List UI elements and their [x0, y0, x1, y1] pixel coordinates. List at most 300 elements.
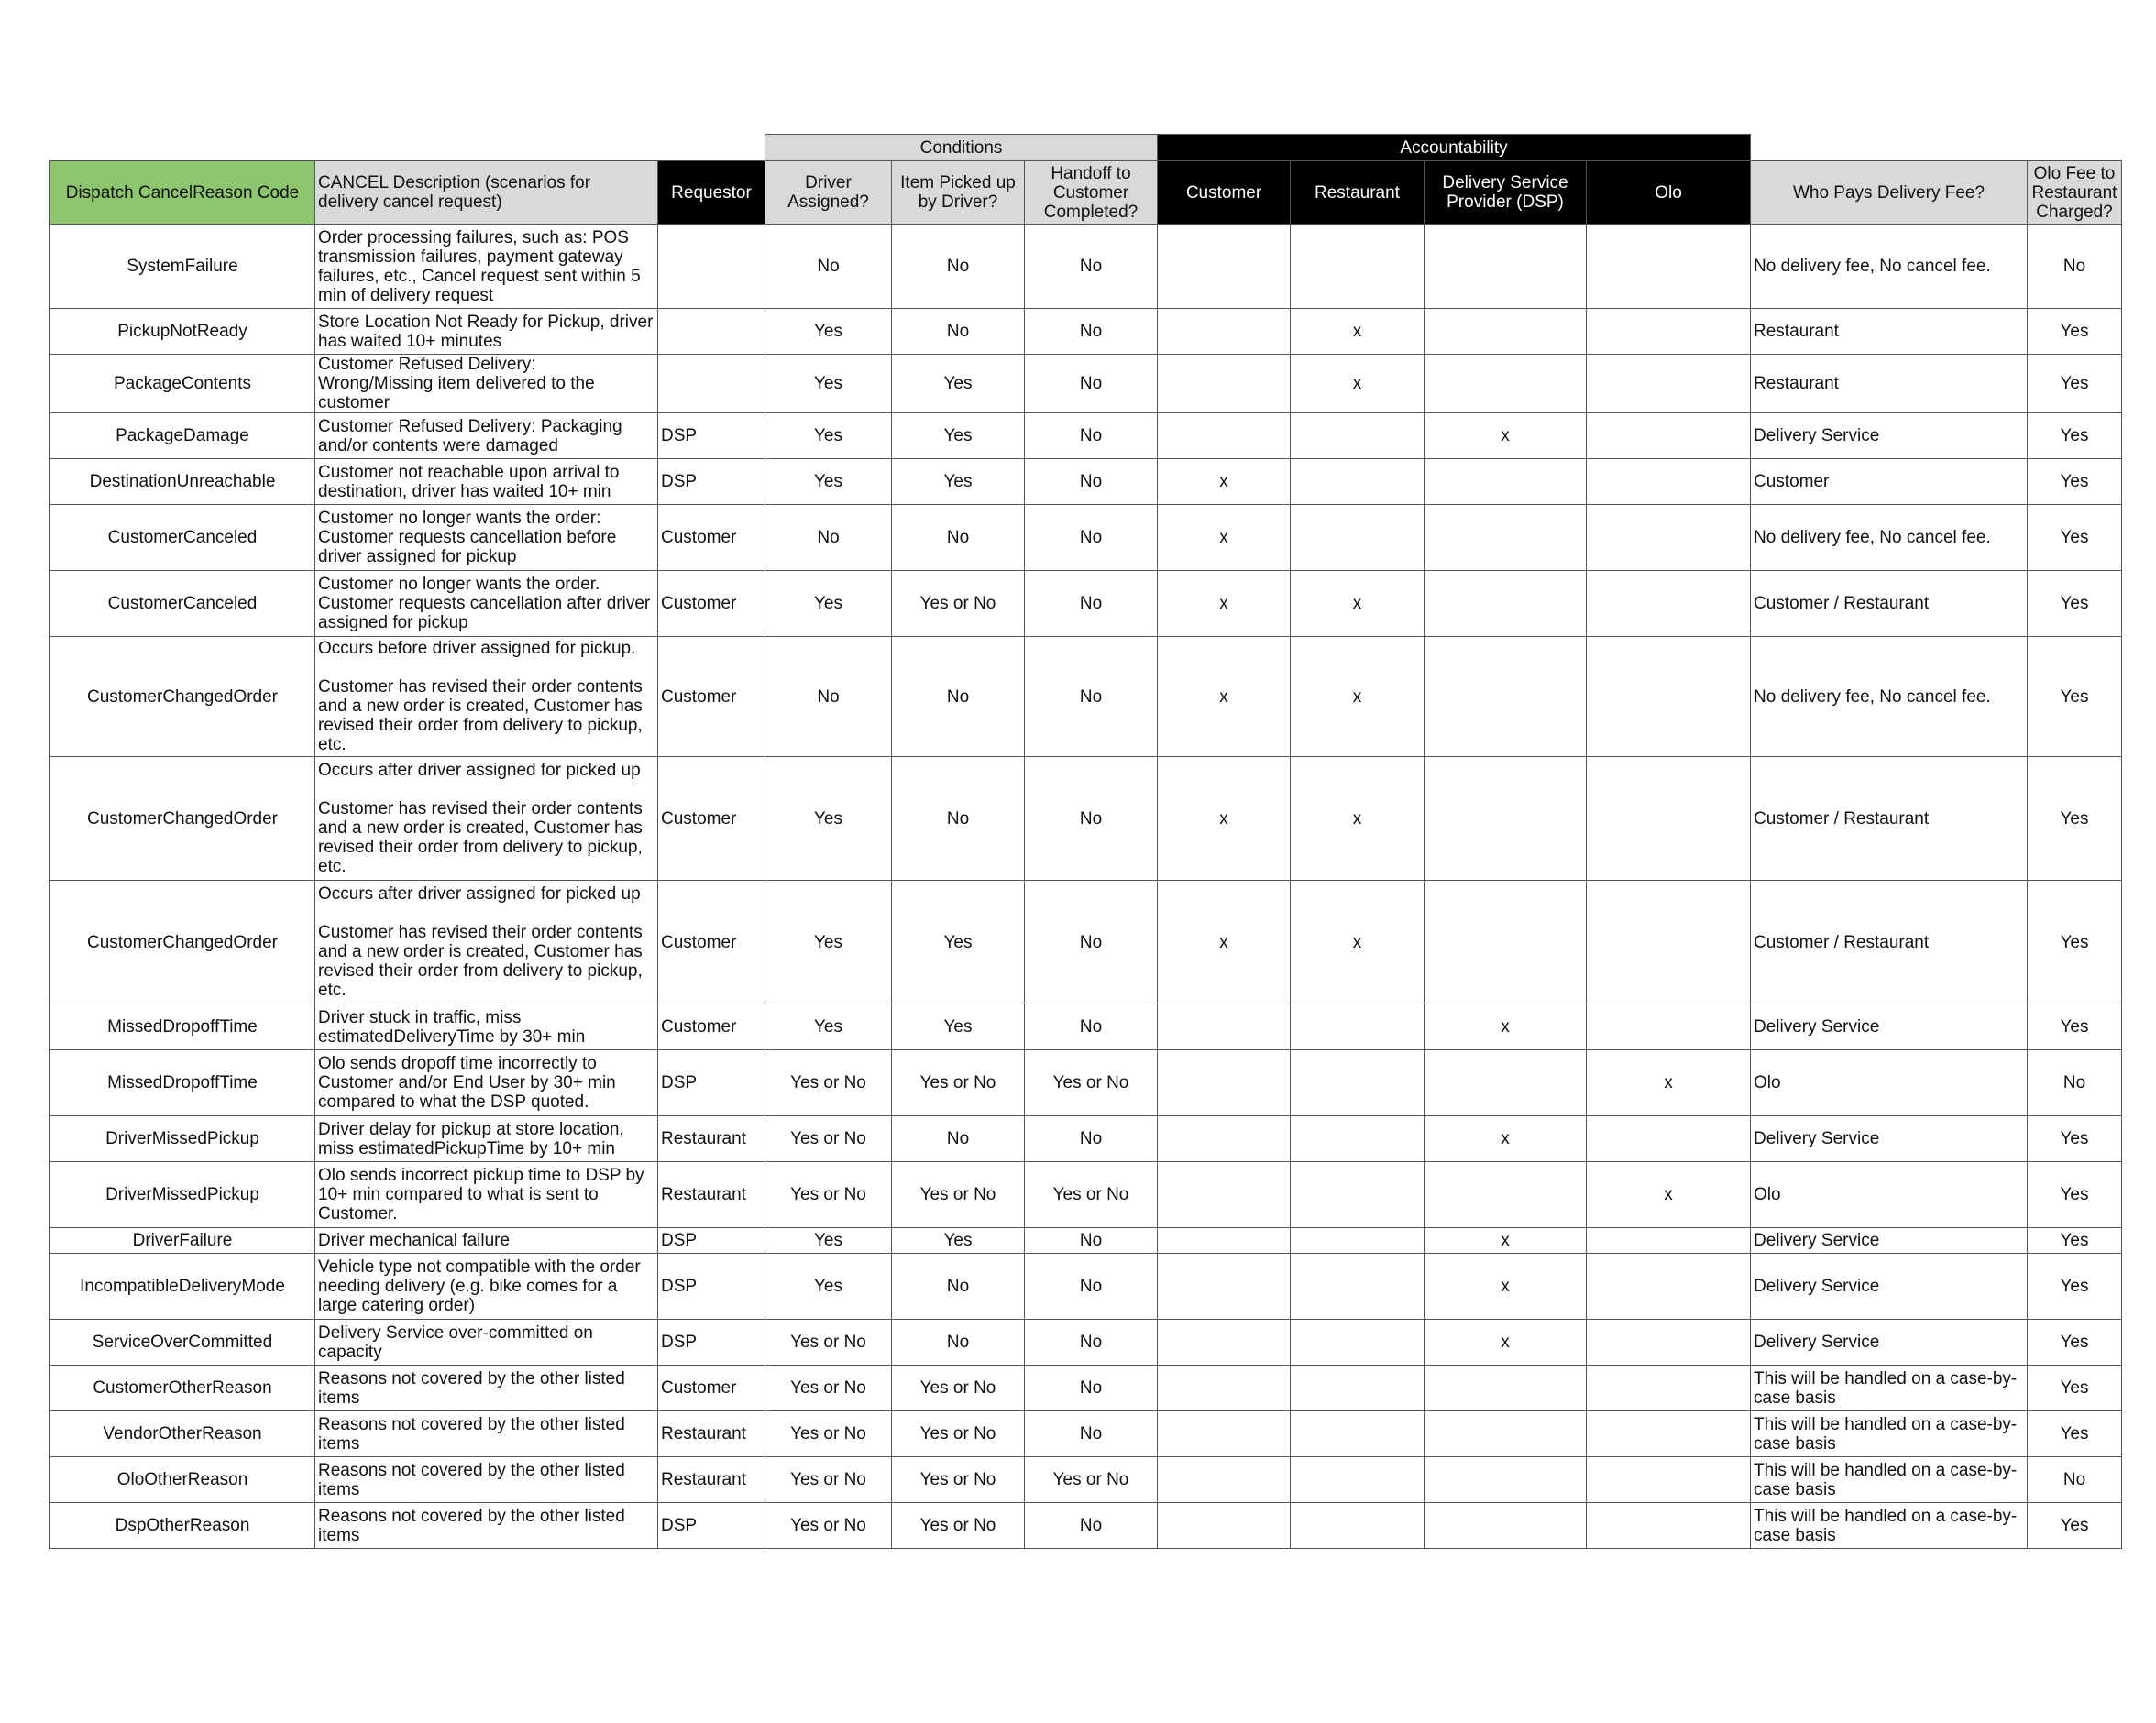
cell-item-picked-up: Yes or No	[892, 571, 1025, 637]
description-paragraph: Customer Refused Delivery: Wrong/Missing item delivered to the customer	[318, 355, 595, 412]
cell-driver-assigned: Yes	[765, 571, 892, 637]
cell-who-pays: No delivery fee, No cancel fee.	[1751, 637, 2028, 757]
cell-accountable-customer: x	[1158, 637, 1291, 757]
table-row	[50, 1254, 2122, 1320]
cell-description	[315, 1116, 658, 1162]
cell-handoff: No	[1025, 1228, 1158, 1254]
cell-accountable-dsp	[1424, 1366, 1587, 1411]
description-paragraph: Store Location Not Ready for Pickup, driver has waited 10+ minutes	[318, 312, 654, 351]
description-paragraph: Delivery Service over-committed on capacity	[318, 1322, 593, 1362]
description-paragraph: Customer has revised their order contents and a new order is created, Customer has revised their order from delivery to pickup, etc.	[318, 923, 643, 1000]
cell-accountable-dsp	[1424, 1411, 1587, 1457]
cell-accountable-restaurant	[1291, 1004, 1424, 1050]
cell-accountable-restaurant	[1291, 505, 1424, 571]
cell-accountable-customer: x	[1158, 505, 1291, 571]
cell-handoff: Yes or No	[1025, 1050, 1158, 1116]
cell-accountable-dsp: x	[1424, 413, 1587, 459]
cell-handoff: No	[1025, 459, 1158, 505]
cell-description	[315, 309, 658, 355]
description-paragraph: Reasons not covered by the other listed items	[318, 1506, 625, 1545]
table-row	[50, 1457, 2122, 1503]
cell-olo-fee: No	[2028, 1457, 2122, 1503]
cell-code: OloOtherReason	[50, 1457, 315, 1503]
cell-handoff: No	[1025, 1366, 1158, 1411]
cell-who-pays: Delivery Service	[1751, 413, 2028, 459]
cell-description	[315, 637, 658, 757]
cell-driver-assigned: No	[765, 225, 892, 309]
table-row	[50, 1116, 2122, 1162]
cell-driver-assigned: Yes	[765, 881, 892, 1004]
description-paragraph: Reasons not covered by the other listed items	[318, 1368, 625, 1408]
cell-olo-fee: Yes	[2028, 1320, 2122, 1366]
col-header-item-picked-up: Item Picked up by Driver?	[892, 161, 1025, 225]
cell-olo-fee: Yes	[2028, 637, 2122, 757]
conditions-group-header: Conditions	[765, 135, 1158, 161]
col-header-requestor: Requestor	[658, 161, 765, 225]
cell-handoff: No	[1025, 309, 1158, 355]
cell-accountable-restaurant	[1291, 1116, 1424, 1162]
cell-requestor: DSP	[658, 1050, 765, 1116]
cell-who-pays: No delivery fee, No cancel fee.	[1751, 225, 2028, 309]
description-paragraph: Occurs before driver assigned for pickup.	[318, 639, 636, 658]
cell-handoff: No	[1025, 571, 1158, 637]
cell-handoff: No	[1025, 355, 1158, 413]
table-row	[50, 459, 2122, 505]
cell-code: DriverMissedPickup	[50, 1162, 315, 1228]
description-paragraph: Driver delay for pickup at store location, miss estimatedPickupTime by 10+ min	[318, 1119, 624, 1158]
table-row	[50, 637, 2122, 757]
cell-accountable-olo	[1587, 571, 1751, 637]
cell-description	[315, 1320, 658, 1366]
cell-description	[315, 1004, 658, 1050]
cell-description	[315, 1411, 658, 1457]
cell-accountable-olo	[1587, 1320, 1751, 1366]
table-row	[50, 1411, 2122, 1457]
cell-handoff: No	[1025, 881, 1158, 1004]
cell-who-pays: No delivery fee, No cancel fee.	[1751, 505, 2028, 571]
cell-item-picked-up: Yes or No	[892, 1162, 1025, 1228]
column-header-row	[50, 161, 2122, 225]
cell-who-pays: Delivery Service	[1751, 1228, 2028, 1254]
cell-requestor: DSP	[658, 413, 765, 459]
col-header-who-pays: Who Pays Delivery Fee?	[1751, 161, 2028, 225]
cell-handoff: No	[1025, 505, 1158, 571]
cell-accountable-olo	[1587, 1004, 1751, 1050]
cell-accountable-customer	[1158, 1116, 1291, 1162]
cell-accountable-customer: x	[1158, 571, 1291, 637]
cell-description	[315, 1228, 658, 1254]
cell-accountable-dsp	[1424, 1050, 1587, 1116]
cell-accountable-customer	[1158, 1228, 1291, 1254]
cell-accountable-customer	[1158, 355, 1291, 413]
table-row	[50, 1162, 2122, 1228]
table-row	[50, 413, 2122, 459]
cell-who-pays: Olo	[1751, 1162, 2028, 1228]
cell-driver-assigned: No	[765, 637, 892, 757]
cell-olo-fee: Yes	[2028, 1503, 2122, 1549]
cell-accountable-olo	[1587, 505, 1751, 571]
table-row	[50, 309, 2122, 355]
group-header-row	[50, 135, 2122, 161]
cell-code: PackageDamage	[50, 413, 315, 459]
cell-item-picked-up: No	[892, 225, 1025, 309]
cell-accountable-dsp	[1424, 459, 1587, 505]
cell-olo-fee: Yes	[2028, 571, 2122, 637]
cell-requestor: Customer	[658, 881, 765, 1004]
cell-accountable-customer	[1158, 309, 1291, 355]
col-header-olo: Olo	[1587, 161, 1751, 225]
table-row	[50, 1004, 2122, 1050]
table-row	[50, 757, 2122, 881]
group-spacer	[50, 135, 765, 161]
table-row	[50, 1366, 2122, 1411]
cell-who-pays: Olo	[1751, 1050, 2028, 1116]
cell-item-picked-up: Yes	[892, 413, 1025, 459]
table-row	[50, 355, 2122, 413]
cell-description	[315, 505, 658, 571]
cell-item-picked-up: No	[892, 1116, 1025, 1162]
col-header-customer: Customer	[1158, 161, 1291, 225]
cell-who-pays: This will be handled on a case-by-case basis	[1751, 1411, 2028, 1457]
cell-handoff: No	[1025, 1503, 1158, 1549]
cell-driver-assigned: Yes or No	[765, 1320, 892, 1366]
cell-code: DriverFailure	[50, 1228, 315, 1254]
cell-accountable-restaurant	[1291, 1457, 1424, 1503]
cell-driver-assigned: Yes	[765, 309, 892, 355]
cell-code: CustomerCanceled	[50, 505, 315, 571]
col-header-description: CANCEL Description (scenarios for delivery cancel request)	[315, 161, 658, 225]
cell-requestor: DSP	[658, 1254, 765, 1320]
cell-requestor: DSP	[658, 1320, 765, 1366]
cell-code: CustomerChangedOrder	[50, 881, 315, 1004]
cell-accountable-customer	[1158, 1162, 1291, 1228]
cell-handoff: No	[1025, 1116, 1158, 1162]
cell-accountable-dsp	[1424, 355, 1587, 413]
table-row	[50, 1320, 2122, 1366]
col-header-code: Dispatch CancelReason Code	[50, 161, 315, 225]
cell-accountable-olo	[1587, 637, 1751, 757]
cell-item-picked-up: Yes or No	[892, 1050, 1025, 1116]
cell-item-picked-up: Yes or No	[892, 1411, 1025, 1457]
col-header-restaurant: Restaurant	[1291, 161, 1424, 225]
cell-accountable-dsp	[1424, 571, 1587, 637]
cell-accountable-dsp	[1424, 1162, 1587, 1228]
cell-accountable-customer	[1158, 1457, 1291, 1503]
description-paragraph: Reasons not covered by the other listed items	[318, 1414, 625, 1454]
cell-handoff: No	[1025, 757, 1158, 881]
table-row	[50, 225, 2122, 309]
cell-description	[315, 1162, 658, 1228]
cell-olo-fee: Yes	[2028, 1162, 2122, 1228]
cell-description	[315, 881, 658, 1004]
cell-code: SystemFailure	[50, 225, 315, 309]
description-paragraph: Customer Refused Delivery: Packaging and/or contents were damaged	[318, 416, 622, 455]
cell-accountable-customer	[1158, 1366, 1291, 1411]
cell-driver-assigned: Yes or No	[765, 1503, 892, 1549]
cell-item-picked-up: No	[892, 309, 1025, 355]
cell-requestor: DSP	[658, 459, 765, 505]
cell-handoff: No	[1025, 1411, 1158, 1457]
cell-driver-assigned: Yes or No	[765, 1050, 892, 1116]
cell-code: VendorOtherReason	[50, 1411, 315, 1457]
cell-olo-fee: Yes	[2028, 1254, 2122, 1320]
description-paragraph: Olo sends incorrect pickup time to DSP by 10+ min compared to what is sent to Customer.	[318, 1166, 644, 1224]
table-row	[50, 1228, 2122, 1254]
description-paragraph: Driver mechanical failure	[318, 1231, 511, 1250]
cell-accountable-restaurant: x	[1291, 355, 1424, 413]
cell-accountable-restaurant	[1291, 1050, 1424, 1116]
cell-accountable-customer	[1158, 1050, 1291, 1116]
cancel-reason-table	[50, 134, 2122, 1549]
cell-item-picked-up: No	[892, 1254, 1025, 1320]
cell-item-picked-up: Yes or No	[892, 1457, 1025, 1503]
description-paragraph: Reasons not covered by the other listed items	[318, 1460, 625, 1499]
cell-item-picked-up: No	[892, 505, 1025, 571]
cell-handoff: Yes or No	[1025, 1457, 1158, 1503]
cell-who-pays: Customer / Restaurant	[1751, 757, 2028, 881]
cell-accountable-olo	[1587, 1411, 1751, 1457]
cell-who-pays: This will be handled on a case-by-case basis	[1751, 1457, 2028, 1503]
cell-requestor: Restaurant	[658, 1457, 765, 1503]
paragraph-gap	[318, 780, 654, 799]
cell-driver-assigned: Yes	[765, 459, 892, 505]
cell-requestor: DSP	[658, 1503, 765, 1549]
cell-driver-assigned: Yes	[765, 1004, 892, 1050]
cell-driver-assigned: Yes	[765, 413, 892, 459]
accountability-group-header: Accountability	[1158, 135, 1751, 161]
cell-code: DestinationUnreachable	[50, 459, 315, 505]
cell-accountable-customer	[1158, 1320, 1291, 1366]
cell-handoff: Yes or No	[1025, 1162, 1158, 1228]
table-row	[50, 571, 2122, 637]
table-row	[50, 505, 2122, 571]
cell-olo-fee: Yes	[2028, 309, 2122, 355]
cell-item-picked-up: Yes	[892, 1228, 1025, 1254]
table-row	[50, 1503, 2122, 1549]
cell-code: CustomerCanceled	[50, 571, 315, 637]
description-paragraph: Customer no longer wants the order: Customer requests cancellation before driver assigned for pickup	[318, 509, 617, 566]
cell-accountable-customer	[1158, 1254, 1291, 1320]
cell-description	[315, 225, 658, 309]
cell-olo-fee: Yes	[2028, 1116, 2122, 1162]
description-paragraph: Customer not reachable upon arrival to destination, driver has waited 10+ min	[318, 462, 620, 501]
description-paragraph: Order processing failures, such as: POS transmission failures, payment gateway failures, etc., Cancel request sent within 5 min of delivery request	[318, 227, 641, 305]
cell-accountable-restaurant: x	[1291, 571, 1424, 637]
cell-accountable-restaurant	[1291, 1320, 1424, 1366]
cell-accountable-restaurant: x	[1291, 309, 1424, 355]
cell-driver-assigned: Yes or No	[765, 1116, 892, 1162]
cell-accountable-olo	[1587, 881, 1751, 1004]
cell-description	[315, 571, 658, 637]
cell-driver-assigned: Yes or No	[765, 1162, 892, 1228]
cell-requestor: Customer	[658, 1366, 765, 1411]
cell-accountable-dsp	[1424, 309, 1587, 355]
cell-description	[315, 1050, 658, 1116]
paragraph-gap	[318, 658, 654, 677]
cell-accountable-restaurant	[1291, 1228, 1424, 1254]
cell-accountable-olo: x	[1587, 1050, 1751, 1116]
cell-accountable-dsp: x	[1424, 1116, 1587, 1162]
cell-driver-assigned: No	[765, 505, 892, 571]
cell-accountable-restaurant	[1291, 1503, 1424, 1549]
cell-requestor: DSP	[658, 1228, 765, 1254]
cell-code: PackageContents	[50, 355, 315, 413]
cell-accountable-olo	[1587, 1503, 1751, 1549]
cell-requestor: Restaurant	[658, 1411, 765, 1457]
cell-code: IncompatibleDeliveryMode	[50, 1254, 315, 1320]
cell-accountable-customer	[1158, 1503, 1291, 1549]
cell-code: PickupNotReady	[50, 309, 315, 355]
cell-driver-assigned: Yes	[765, 1228, 892, 1254]
cell-accountable-customer	[1158, 1004, 1291, 1050]
cell-olo-fee: Yes	[2028, 1004, 2122, 1050]
cell-who-pays: This will be handled on a case-by-case basis	[1751, 1366, 2028, 1411]
cell-code: ServiceOverCommitted	[50, 1320, 315, 1366]
cell-olo-fee: Yes	[2028, 413, 2122, 459]
cell-accountable-restaurant: x	[1291, 881, 1424, 1004]
cell-olo-fee: Yes	[2028, 459, 2122, 505]
cell-accountable-olo	[1587, 757, 1751, 881]
table-row	[50, 881, 2122, 1004]
cell-accountable-olo	[1587, 1366, 1751, 1411]
cell-who-pays: Delivery Service	[1751, 1254, 2028, 1320]
cell-description	[315, 1254, 658, 1320]
description-paragraph: Vehicle type not compatible with the order needing delivery (e.g. bike comes for a large catering order)	[318, 1257, 641, 1315]
cell-item-picked-up: No	[892, 1320, 1025, 1366]
cell-code: DspOtherReason	[50, 1503, 315, 1549]
cell-olo-fee: Yes	[2028, 757, 2122, 881]
cell-accountable-dsp	[1424, 757, 1587, 881]
description-paragraph: Customer has revised their order contents and a new order is created, Customer has revised their order from delivery to pickup, etc.	[318, 799, 643, 876]
cell-item-picked-up: Yes	[892, 355, 1025, 413]
cell-accountable-olo	[1587, 1228, 1751, 1254]
cell-item-picked-up: No	[892, 757, 1025, 881]
cell-who-pays: Delivery Service	[1751, 1116, 2028, 1162]
cell-olo-fee: Yes	[2028, 1228, 2122, 1254]
cell-who-pays: Restaurant	[1751, 355, 2028, 413]
col-header-handoff: Handoff to Customer Completed?	[1025, 161, 1158, 225]
cell-accountable-olo: x	[1587, 1162, 1751, 1228]
cell-who-pays: Delivery Service	[1751, 1004, 2028, 1050]
cell-item-picked-up: No	[892, 637, 1025, 757]
cell-code: CustomerChangedOrder	[50, 637, 315, 757]
cell-requestor	[658, 225, 765, 309]
cell-accountable-restaurant: x	[1291, 637, 1424, 757]
cell-olo-fee: Yes	[2028, 1366, 2122, 1411]
description-paragraph: Occurs after driver assigned for picked up	[318, 761, 641, 780]
cell-accountable-restaurant	[1291, 413, 1424, 459]
description-paragraph: Occurs after driver assigned for picked up	[318, 884, 641, 904]
cell-requestor	[658, 309, 765, 355]
cell-accountable-olo	[1587, 1457, 1751, 1503]
cell-accountable-olo	[1587, 1254, 1751, 1320]
cell-accountable-restaurant	[1291, 1254, 1424, 1320]
cell-handoff: No	[1025, 413, 1158, 459]
cell-code: MissedDropoffTime	[50, 1004, 315, 1050]
description-paragraph: Driver stuck in traffic, miss estimatedDeliveryTime by 30+ min	[318, 1007, 586, 1047]
cell-accountable-dsp	[1424, 881, 1587, 1004]
cell-requestor	[658, 355, 765, 413]
cell-accountable-restaurant	[1291, 225, 1424, 309]
cell-handoff: No	[1025, 1254, 1158, 1320]
cell-accountable-customer	[1158, 225, 1291, 309]
cell-who-pays: Restaurant	[1751, 309, 2028, 355]
cell-handoff: No	[1025, 637, 1158, 757]
paragraph-gap	[318, 904, 654, 923]
cell-driver-assigned: Yes or No	[765, 1366, 892, 1411]
cell-who-pays: Delivery Service	[1751, 1320, 2028, 1366]
cell-description	[315, 355, 658, 413]
cell-accountable-restaurant	[1291, 1162, 1424, 1228]
cell-accountable-olo	[1587, 413, 1751, 459]
cell-requestor: Customer	[658, 505, 765, 571]
cell-accountable-customer: x	[1158, 881, 1291, 1004]
cell-requestor: Customer	[658, 571, 765, 637]
cell-who-pays: Customer / Restaurant	[1751, 881, 2028, 1004]
cell-code: CustomerOtherReason	[50, 1366, 315, 1411]
cell-handoff: No	[1025, 225, 1158, 309]
col-header-dsp: Delivery Service Provider (DSP)	[1424, 161, 1587, 225]
cell-accountable-dsp	[1424, 1457, 1587, 1503]
cell-description	[315, 413, 658, 459]
cell-accountable-restaurant: x	[1291, 757, 1424, 881]
cell-requestor: Restaurant	[658, 1116, 765, 1162]
cell-accountable-restaurant	[1291, 459, 1424, 505]
cell-requestor: Customer	[658, 1004, 765, 1050]
cell-accountable-olo	[1587, 355, 1751, 413]
cell-accountable-dsp: x	[1424, 1254, 1587, 1320]
cell-item-picked-up: Yes	[892, 459, 1025, 505]
cell-who-pays: Customer	[1751, 459, 2028, 505]
cell-accountable-dsp	[1424, 637, 1587, 757]
cell-accountable-customer: x	[1158, 459, 1291, 505]
cell-description	[315, 1503, 658, 1549]
cell-item-picked-up: Yes or No	[892, 1366, 1025, 1411]
col-header-driver-assigned: Driver Assigned?	[765, 161, 892, 225]
cell-accountable-olo	[1587, 1116, 1751, 1162]
cell-olo-fee: Yes	[2028, 1411, 2122, 1457]
description-paragraph: Olo sends dropoff time incorrectly to Customer and/or End User by 30+ min compared to what the DSP quoted.	[318, 1054, 616, 1112]
group-spacer-right	[1751, 135, 2122, 161]
cell-accountable-olo	[1587, 225, 1751, 309]
cell-item-picked-up: Yes	[892, 1004, 1025, 1050]
cell-accountable-dsp: x	[1424, 1228, 1587, 1254]
cell-accountable-dsp	[1424, 225, 1587, 309]
cell-accountable-dsp	[1424, 505, 1587, 571]
cell-who-pays: Customer / Restaurant	[1751, 571, 2028, 637]
cell-olo-fee: Yes	[2028, 355, 2122, 413]
cell-driver-assigned: Yes	[765, 757, 892, 881]
cell-accountable-restaurant	[1291, 1366, 1424, 1411]
cell-olo-fee: Yes	[2028, 505, 2122, 571]
description-paragraph: Customer has revised their order contents and a new order is created, Customer has revised their order from delivery to pickup, etc.	[318, 677, 643, 754]
cell-accountable-customer	[1158, 1411, 1291, 1457]
cell-olo-fee: Yes	[2028, 881, 2122, 1004]
cell-code: DriverMissedPickup	[50, 1116, 315, 1162]
cell-olo-fee: No	[2028, 1050, 2122, 1116]
col-header-olo-fee: Olo Fee to Restaurant Charged?	[2028, 161, 2122, 225]
cell-description	[315, 459, 658, 505]
cell-item-picked-up: Yes	[892, 881, 1025, 1004]
cell-item-picked-up: Yes or No	[892, 1503, 1025, 1549]
cell-handoff: No	[1025, 1004, 1158, 1050]
cell-driver-assigned: Yes or No	[765, 1411, 892, 1457]
cell-olo-fee: No	[2028, 225, 2122, 309]
table-body	[50, 225, 2122, 1549]
cell-accountable-olo	[1587, 309, 1751, 355]
cell-accountable-customer	[1158, 413, 1291, 459]
cell-driver-assigned: Yes	[765, 1254, 892, 1320]
